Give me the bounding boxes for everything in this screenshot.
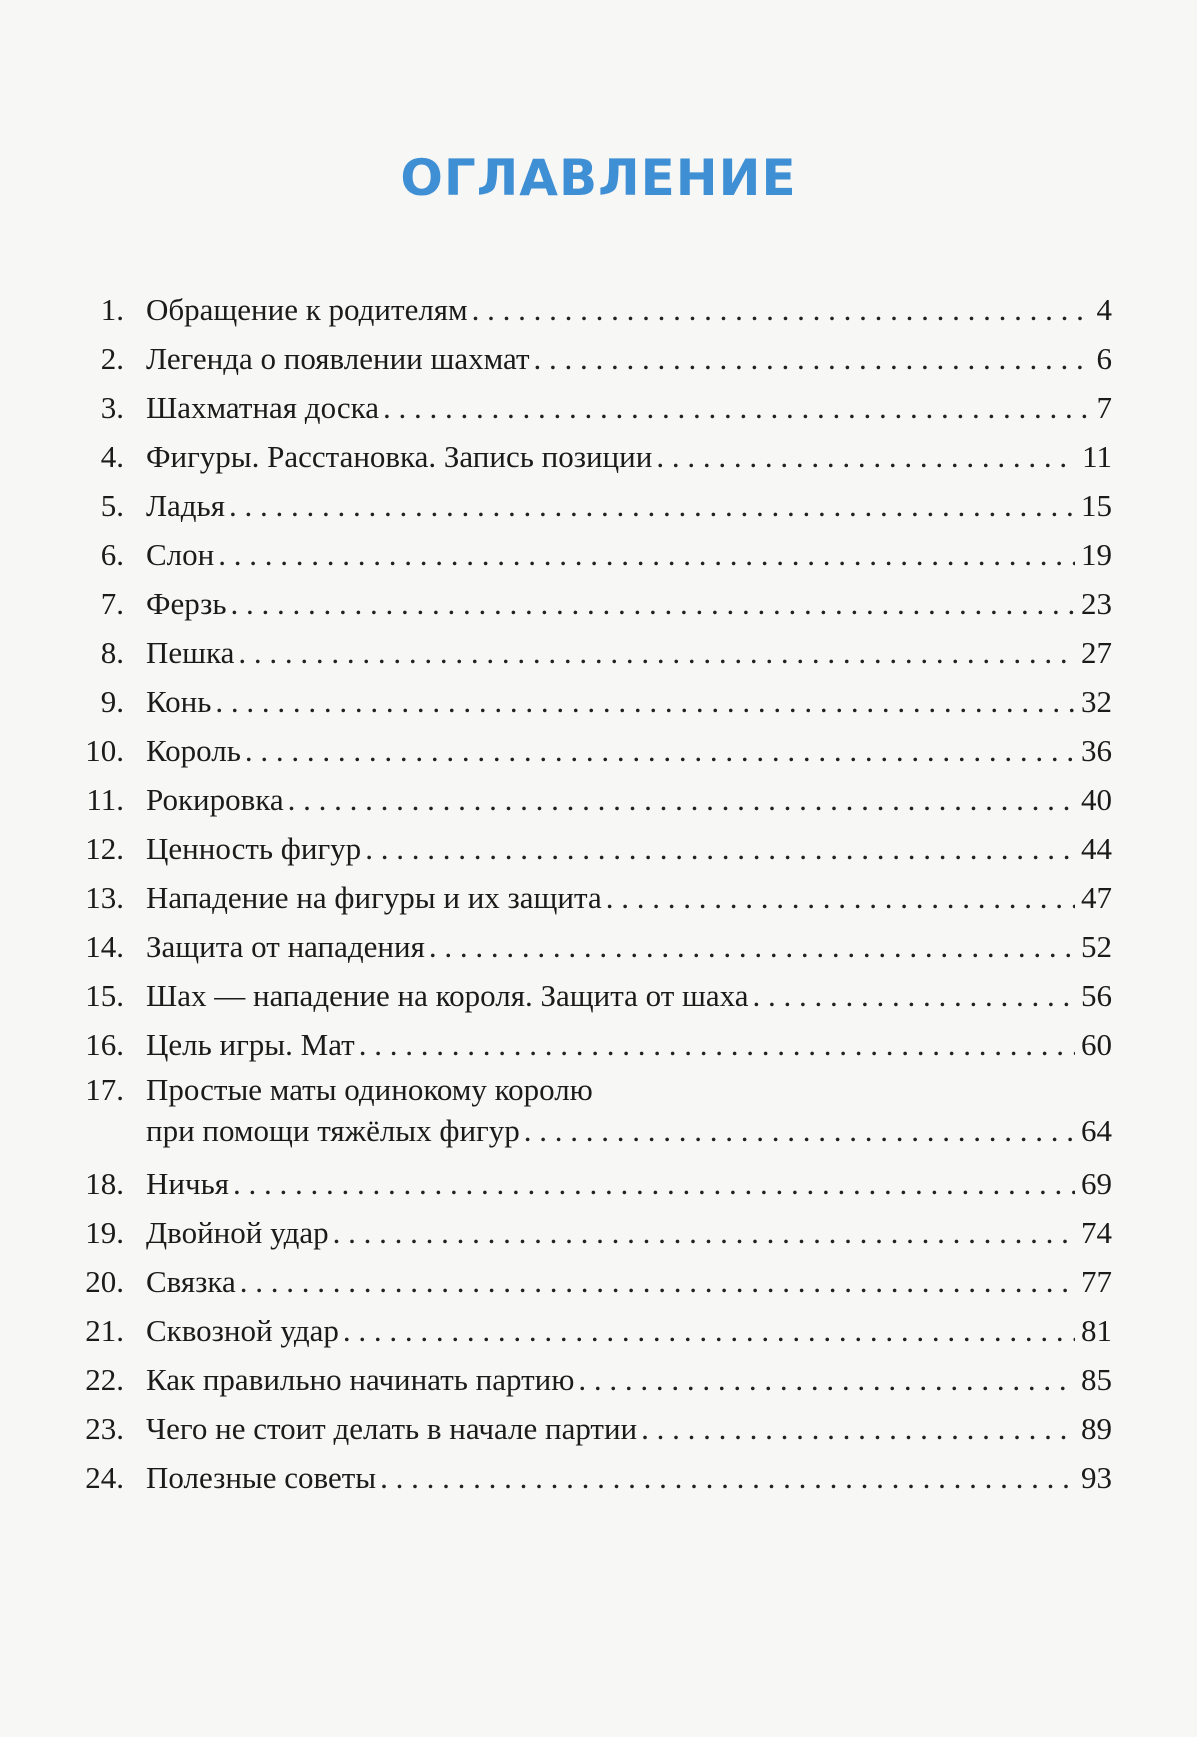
toc-entry — [52, 628, 1112, 677]
toc-entry-number: 23. — [85, 1411, 124, 1446]
toc-entry-title: Король — [146, 733, 241, 768]
dot-leader — [211, 677, 1075, 726]
toc-entry-body — [146, 628, 1112, 677]
toc-entry-title: Ценность фигур — [146, 831, 362, 866]
toc-entry — [52, 579, 1112, 628]
toc-entry-body — [146, 1020, 1112, 1069]
toc-entry-number: 22. — [85, 1362, 124, 1397]
toc-entry-title: Шах — нападение на короля. Защита от шаха — [146, 978, 749, 1013]
toc-entry-title: Конь — [146, 684, 212, 719]
toc-entry-body — [146, 579, 1112, 628]
toc-entry-number: 15. — [85, 978, 124, 1013]
toc-entry-body — [146, 1257, 1112, 1306]
toc-entry-title: Связка — [146, 1264, 236, 1299]
toc-entry-body — [146, 432, 1112, 481]
toc-entry-number: 14. — [85, 929, 124, 964]
toc-entry — [52, 1069, 1112, 1159]
toc-entry-page-number: 81 — [1081, 1313, 1112, 1348]
toc-entry-body — [146, 481, 1112, 530]
toc-entry-body — [146, 1208, 1112, 1257]
dot-leader — [468, 285, 1091, 334]
toc-entry — [52, 677, 1112, 726]
dot-leader — [425, 922, 1075, 971]
toc-entry-body — [146, 824, 1112, 873]
toc-entry-body — [146, 1355, 1112, 1404]
toc-entry — [52, 285, 1112, 334]
dot-leader — [361, 824, 1075, 873]
toc-entry-title: Сквозной удар — [146, 1313, 339, 1348]
toc-entry-number: 4. — [100, 439, 124, 474]
toc-entry-body — [146, 1069, 1112, 1151]
toc-entry — [52, 334, 1112, 383]
toc-entry-page-number: 36 — [1081, 733, 1112, 768]
table-of-contents — [52, 285, 1112, 1502]
toc-entry-page-number: 64 — [1081, 1113, 1112, 1148]
toc-entry-second-line — [146, 1110, 1112, 1151]
toc-entry-title: Слон — [146, 537, 215, 572]
toc-entry-number: 9. — [100, 684, 124, 719]
toc-entry-title-continued: при помощи тяжёлых фигур — [146, 1113, 520, 1148]
toc-entry-page-number: 74 — [1081, 1215, 1112, 1250]
toc-entry-body — [146, 1306, 1112, 1355]
dot-leader — [229, 1159, 1075, 1208]
toc-entry-number: 13. — [85, 880, 124, 915]
toc-entry-title: Рокировка — [146, 782, 284, 817]
toc-entry-page-number: 23 — [1081, 586, 1112, 621]
dot-leader — [225, 481, 1075, 530]
toc-entry-body — [146, 1453, 1112, 1502]
toc-entry — [52, 873, 1112, 922]
dot-leader — [227, 579, 1075, 628]
toc-entry-page-number: 40 — [1081, 782, 1112, 817]
dot-leader — [602, 873, 1075, 922]
toc-entry — [52, 1306, 1112, 1355]
toc-entry-number: 10. — [85, 733, 124, 768]
toc-entry — [52, 726, 1112, 775]
toc-entry-title: Обращение к родителям — [146, 292, 468, 327]
toc-entry — [52, 383, 1112, 432]
toc-entry-body — [146, 971, 1112, 1020]
toc-entry-number: 24. — [85, 1460, 124, 1495]
toc-entry-title: Чего не стоит делать в начале партии — [146, 1411, 638, 1446]
toc-entry-number: 21. — [85, 1313, 124, 1348]
toc-entry-title: Ферзь — [146, 586, 227, 621]
toc-entry-page-number: 93 — [1081, 1460, 1112, 1495]
toc-entry-body — [146, 530, 1112, 579]
toc-entry-page-number: 19 — [1081, 537, 1112, 572]
toc-entry-page-number: 4 — [1096, 292, 1112, 327]
toc-entry-title: Полезные советы — [146, 1460, 377, 1495]
toc-entry — [52, 530, 1112, 579]
toc-entry-number: 7. — [100, 586, 124, 621]
toc-entry-page-number: 11 — [1082, 439, 1112, 474]
toc-entry-page-number: 89 — [1081, 1411, 1112, 1446]
toc-entry-page-number: 15 — [1081, 488, 1112, 523]
toc-entry-body — [146, 1159, 1112, 1208]
toc-entry — [52, 1020, 1112, 1069]
toc-entry-page-number: 85 — [1081, 1362, 1112, 1397]
dot-leader — [329, 1208, 1075, 1257]
toc-entry-title: Пешка — [146, 635, 235, 670]
toc-entry — [52, 1453, 1112, 1502]
dot-leader — [637, 1404, 1075, 1453]
toc-entry-body — [146, 922, 1112, 971]
toc-entry-number: 11. — [86, 782, 124, 817]
toc-entry-title: Шахматная доска — [146, 390, 379, 425]
toc-entry-body — [146, 873, 1112, 922]
toc-entry-number: 20. — [85, 1264, 124, 1299]
dot-leader — [574, 1355, 1075, 1404]
dot-leader — [234, 628, 1075, 677]
dot-leader — [376, 1453, 1075, 1502]
toc-entry — [52, 971, 1112, 1020]
toc-entry-title: Простые маты одинокому королю — [146, 1072, 593, 1107]
toc-entry-number: 17. — [85, 1072, 124, 1107]
dot-leader — [530, 334, 1091, 383]
toc-entry-page-number: 47 — [1081, 880, 1112, 915]
toc-entry-body — [146, 677, 1112, 726]
toc-entry — [52, 775, 1112, 824]
dot-leader — [214, 530, 1075, 579]
dot-leader — [520, 1110, 1075, 1151]
dot-leader — [339, 1306, 1075, 1355]
toc-entry-title: Цель игры. Мат — [146, 1027, 355, 1062]
toc-entry-body — [146, 285, 1112, 334]
toc-entry-body — [146, 726, 1112, 775]
dot-leader — [241, 726, 1075, 775]
dot-leader — [284, 775, 1075, 824]
toc-entry — [52, 1208, 1112, 1257]
toc-entry-body — [146, 775, 1112, 824]
toc-entry — [52, 481, 1112, 530]
dot-leader — [355, 1020, 1075, 1069]
toc-entry-title: Фигуры. Расстановка. Запись позиции — [146, 439, 653, 474]
toc-entry-page-number: 6 — [1096, 341, 1112, 376]
toc-entry-page-number: 7 — [1096, 390, 1112, 425]
toc-entry-page-number: 32 — [1081, 684, 1112, 719]
toc-entry — [52, 1355, 1112, 1404]
toc-entry-page-number: 69 — [1081, 1166, 1112, 1201]
toc-entry-number: 16. — [85, 1027, 124, 1062]
toc-entry-number: 5. — [100, 488, 124, 523]
toc-entry — [52, 922, 1112, 971]
dot-leader — [749, 971, 1075, 1020]
toc-entry-page-number: 77 — [1081, 1264, 1112, 1299]
toc-entry-number: 1. — [100, 292, 124, 327]
toc-entry-number: 2. — [100, 341, 124, 376]
toc-entry-body — [146, 1404, 1112, 1453]
toc-entry-number: 3. — [100, 390, 124, 425]
toc-entry-page-number: 56 — [1081, 978, 1112, 1013]
toc-entry-number: 19. — [85, 1215, 124, 1250]
toc-entry-number: 8. — [100, 635, 124, 670]
toc-entry-body — [146, 383, 1112, 432]
toc-entry-number: 12. — [85, 831, 124, 866]
toc-entry-title: Защита от нападения — [146, 929, 425, 964]
toc-entry-title: Ничья — [146, 1166, 229, 1201]
dot-leader — [236, 1257, 1075, 1306]
toc-entry-page-number: 52 — [1081, 929, 1112, 964]
toc-entry-number: 6. — [100, 537, 124, 572]
toc-entry-title: Легенда о появлении шахмат — [146, 341, 530, 376]
toc-entry-title: Ладья — [146, 488, 225, 523]
page-title: ОГЛАВЛЕНИЕ — [400, 149, 797, 207]
toc-entry-title: Нападение на фигуры и их защита — [146, 880, 602, 915]
toc-entry — [52, 1257, 1112, 1306]
dot-leader — [379, 383, 1091, 432]
toc-entry — [52, 824, 1112, 873]
toc-entry — [52, 1404, 1112, 1453]
toc-entry-title: Двойной удар — [146, 1215, 329, 1250]
dot-leader — [652, 432, 1076, 481]
toc-entry-page-number: 27 — [1081, 635, 1112, 670]
toc-entry-page-number: 44 — [1081, 831, 1112, 866]
toc-entry-number: 18. — [85, 1166, 124, 1201]
toc-entry — [52, 1159, 1112, 1208]
toc-entry-body — [146, 334, 1112, 383]
toc-entry — [52, 432, 1112, 481]
toc-entry-title: Как правильно начинать партию — [146, 1362, 575, 1397]
toc-entry-page-number: 60 — [1081, 1027, 1112, 1062]
